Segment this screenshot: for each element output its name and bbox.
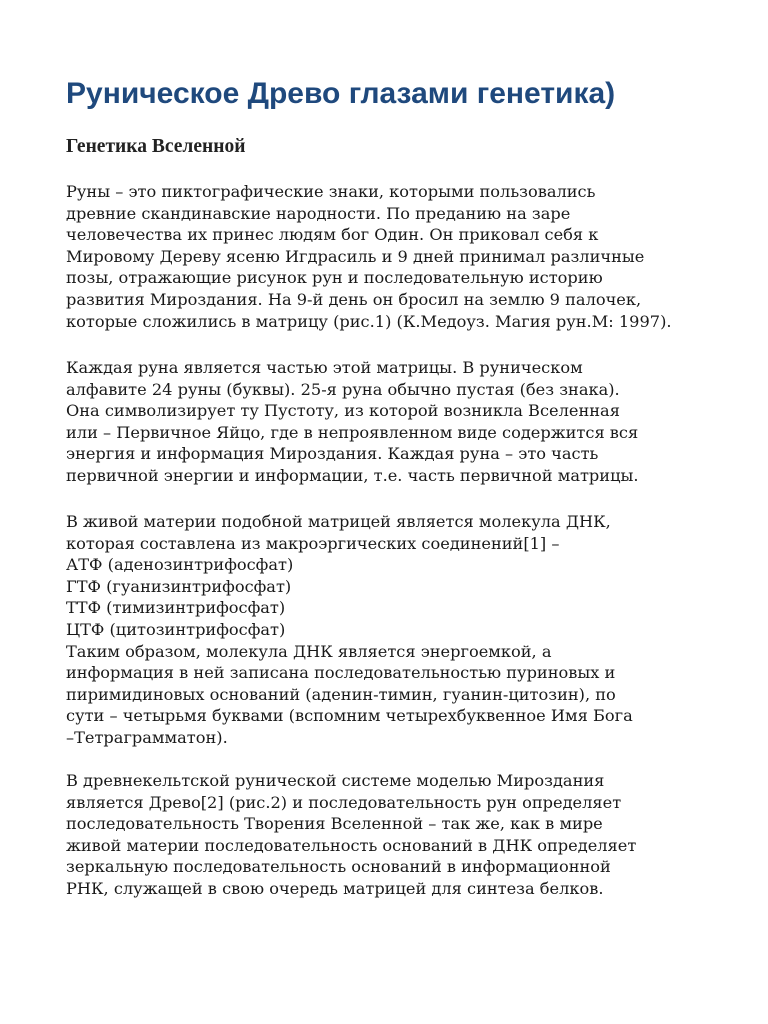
section-heading: Генетика Вселенной bbox=[66, 136, 246, 157]
text-line: информация в ней записана последовательностью пуриновых и bbox=[66, 663, 616, 683]
text-line: которая составлена из макроэргических соединений[1] – bbox=[66, 533, 560, 553]
text-line: ЦТФ (цитозинтрифосфат) bbox=[66, 619, 286, 639]
text-line: Каждая руна является частью этой матрицы. В руническом bbox=[66, 358, 583, 377]
text-line: АТФ (аденозинтрифосфат) bbox=[66, 555, 294, 575]
text-line: ГТФ (гуанизинтрифосфат) bbox=[66, 576, 292, 596]
text-line: Руны – это пиктографические знаки, которыми пользовались bbox=[66, 182, 596, 201]
text-line: РНК, служащей в свою очередь матрицей для синтеза белков. bbox=[66, 878, 604, 898]
paragraph-celtic-tree bbox=[66, 770, 636, 900]
text-line: пиримидиновых оснований (аденин-тимин, гуанин-цитозин), по bbox=[66, 684, 616, 704]
text-line: В живой материи подобной матрицей является молекула ДНК, bbox=[66, 512, 611, 531]
paragraph-dna-matrix bbox=[66, 511, 633, 749]
page-title: Руническое Древо глазами генетика) bbox=[66, 77, 616, 110]
text-line: человечества их принес людям бог Один. Он приковал себя к bbox=[66, 225, 599, 245]
text-line: которые сложились в матрицу (рис.1) (К.Медоуз. Магия рун.М: 1997). bbox=[66, 311, 672, 331]
text-line: древние скандинавские народности. По преданию на заре bbox=[66, 203, 571, 223]
text-line: Она символизирует ту Пустоту, из которой возникла Вселенная bbox=[66, 401, 620, 421]
text-line: ТТФ (тимизинтрифосфат) bbox=[66, 598, 286, 618]
text-line: последовательность Творения Вселенной – так же, как в мире bbox=[66, 814, 603, 834]
text-line: Мировому Дереву ясеню Игдрасиль и 9 дней принимал различные bbox=[66, 246, 645, 266]
text-line: алфавите 24 руны (буквы). 25-я руна обычно пустая (без знака). bbox=[66, 379, 620, 399]
text-line: В древнекельтской рунической системе моделью Мироздания bbox=[66, 771, 605, 790]
text-line: является Древо[2] (рис.2) и последовательность рун определяет bbox=[66, 792, 622, 812]
text-line: энергия и информация Мироздания. Каждая руна – это часть bbox=[66, 444, 599, 464]
paragraph-runes-intro bbox=[66, 181, 672, 332]
text-line: –Тетраграмматон). bbox=[66, 727, 228, 747]
text-line: Таким образом, молекула ДНК является энергоемкой, а bbox=[66, 641, 552, 661]
text-line: первичной энергии и информации, т.е. часть первичной матрицы. bbox=[66, 465, 639, 485]
text-line: развития Мироздания. На 9-й день он бросил на землю 9 палочек, bbox=[66, 289, 642, 309]
text-line: зеркальную последовательность оснований в информационной bbox=[66, 857, 611, 877]
paragraph-rune-matrix bbox=[66, 357, 639, 487]
text-line: позы, отражающие рисунок рун и последовательную историю bbox=[66, 268, 603, 288]
text-line: сути – четырьмя буквами (вспомним четырехбуквенное Имя Бога bbox=[66, 706, 633, 726]
text-line: или – Первичное Яйцо, где в непроявленном виде содержится вся bbox=[66, 422, 639, 442]
text-line: живой материи последовательность оснований в ДНК определяет bbox=[66, 835, 637, 855]
